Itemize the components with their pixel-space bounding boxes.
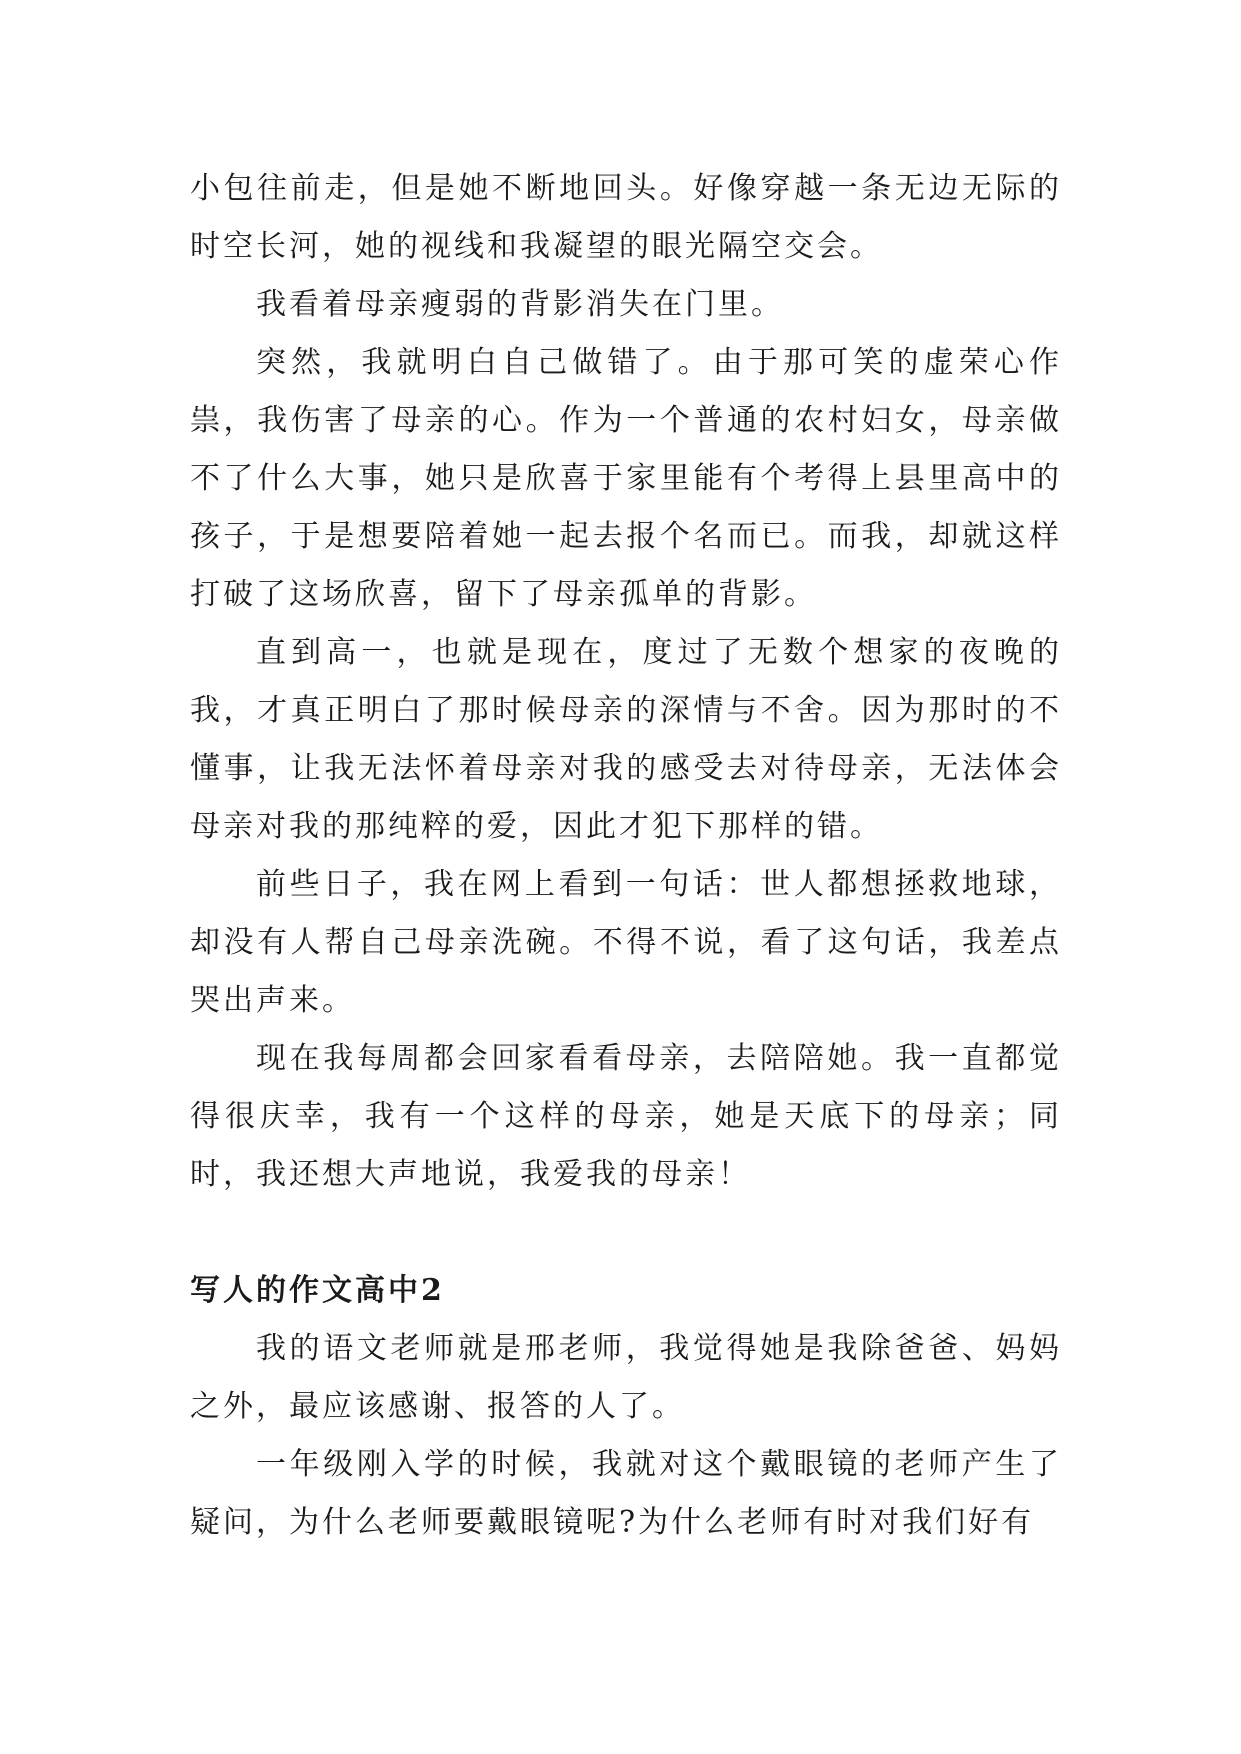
paragraph-6: 现在我每周都会回家看看母亲，去陪陪她。我一直都觉得很庆幸，我有一个这样的母亲，她是天底下的母亲；同时，我还想大声地说，我爱我的母亲！ bbox=[190, 1041, 1062, 1192]
paragraph-1: 小包往前走，但是她不断地回头。好像穿越一条无边无际的时空长河，她的视线和我凝望的眼光隔空交会。 bbox=[190, 171, 1062, 264]
paragraph-8: 一年级刚入学的时候，我就对这个戴眼镜的老师产生了疑问，为什么老师要戴眼镜呢?为什么老师有时对我们好有 bbox=[190, 1447, 1062, 1540]
paragraph-3: 突然，我就明白自己做错了。由于那可笑的虚荣心作祟，我伤害了母亲的心。作为一个普通的农村妇女，母亲做不了什么大事，她只是欣喜于家里能有个考得上县里高中的孩子，于是想要陪着她一起去报个名而已。而我，却就这样打破了这场欣喜，留下了母亲孤单的背影。 bbox=[190, 345, 1062, 612]
paragraph-7: 我的语文老师就是邢老师，我觉得她是我除爸爸、妈妈之外，最应该感谢、报答的人了。 bbox=[190, 1331, 1062, 1424]
paragraph-2: 我看着母亲瘦弱的背影消失在门里。 bbox=[256, 287, 784, 322]
document-body bbox=[190, 160, 1062, 1552]
section-title: 写人的作文高中2 bbox=[190, 1273, 445, 1308]
paragraph-5: 前些日子，我在网上看到一句话：世人都想拯救地球，却没有人帮自己母亲洗碗。不得不说，看了这句话，我差点哭出声来。 bbox=[190, 867, 1062, 1018]
paragraph-4: 直到高一，也就是现在，度过了无数个想家的夜晚的我，才真正明白了那时候母亲的深情与不舍。因为那时的不懂事，让我无法怀着母亲对我的感受去对待母亲，无法体会母亲对我的那纯粹的爱，因此才犯下那样的错。 bbox=[190, 635, 1062, 844]
